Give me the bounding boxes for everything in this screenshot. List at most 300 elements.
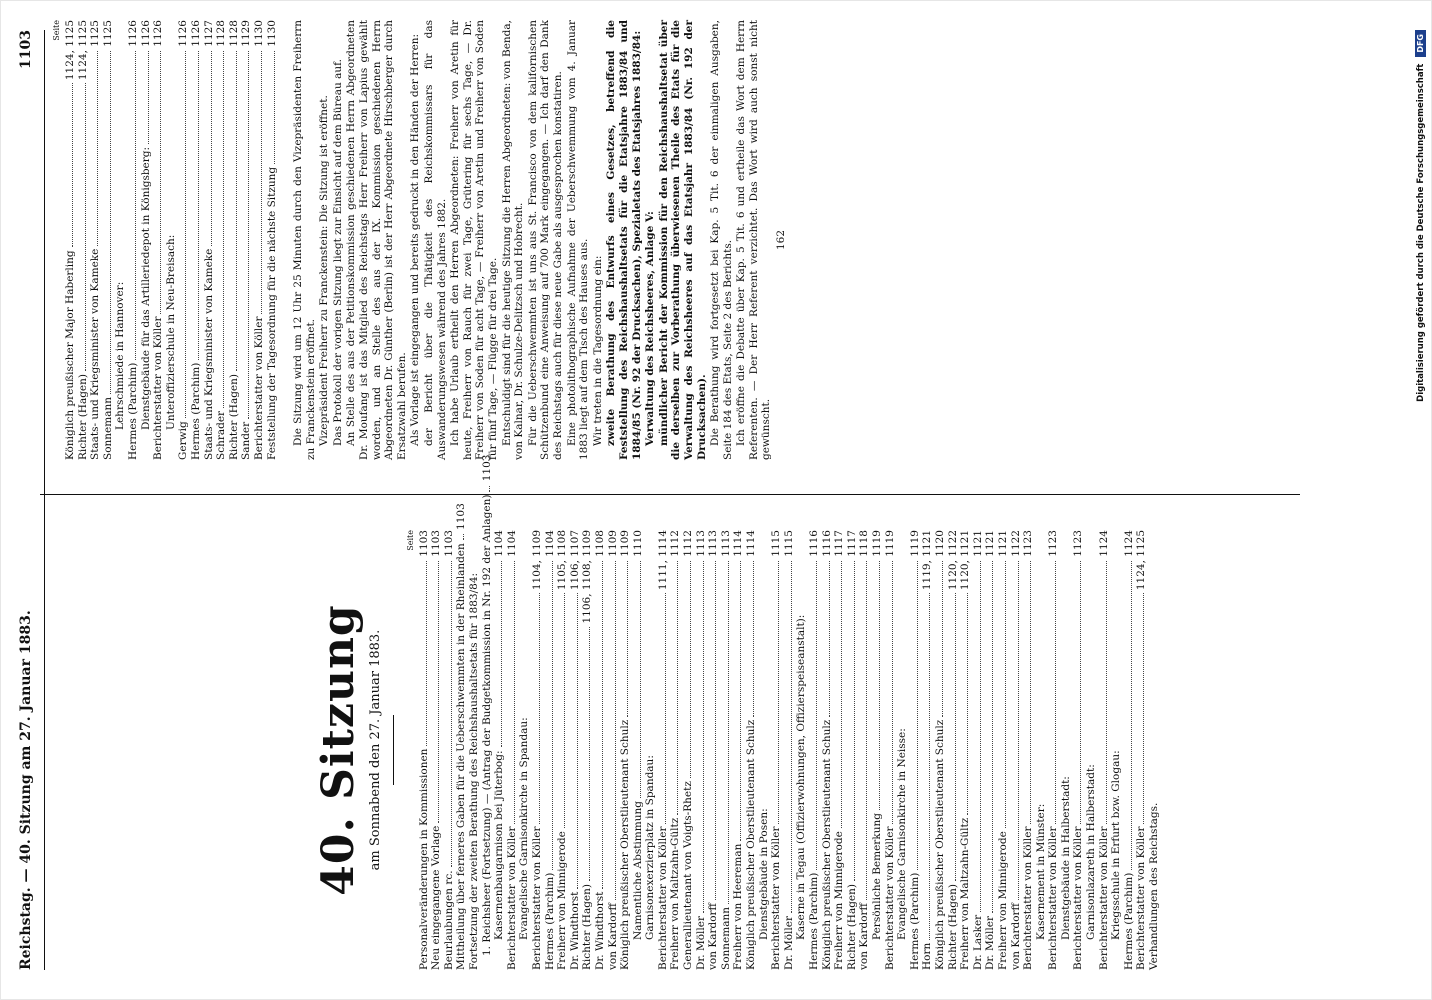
table-of-contents-left [417, 454, 1161, 970]
toc-leader-dots [539, 593, 540, 823]
credit-text: Digitalisierung gefördert durch die Deutsche Forschungsgemeinschaft [1416, 63, 1426, 402]
minutes-paragraph: Eine photolithographische Aufnahme der Ueberschwemmung vom 4. Januar 1883 liegt auf dem Tisch des Hauses aus. [565, 20, 591, 460]
toc-entry-text: Unteroffizierschule in Neu-Breisach: [164, 234, 177, 430]
toc-page-ref: 1119, 1121 [921, 530, 934, 591]
toc-entry-text: von Kardorff [707, 903, 720, 970]
toc-entry [984, 530, 997, 970]
toc-page-ref: 1124 [1097, 530, 1110, 557]
toc-entry [695, 530, 708, 970]
toc-entry [127, 20, 140, 460]
toc-entry [884, 530, 897, 970]
toc-entry-text: Berichterstatter von Köller [883, 826, 896, 970]
toc-entry-text: Dr. Möller [984, 916, 997, 970]
toc-entry [544, 530, 557, 970]
column-divider [40, 494, 1300, 495]
toc-leader-dots [564, 593, 565, 828]
toc-entry-text: Neu eingegangene Vorlage [430, 825, 443, 970]
toc-page-ref: 1103 [442, 530, 455, 557]
toc-leader-dots [816, 561, 817, 870]
toc-entry-text: Dienstgebäude für das Artilleriedepot in Königsberg: [139, 146, 152, 430]
toc-page-ref: 1119 [883, 530, 896, 557]
toc-leader-dots [577, 593, 578, 889]
toc-entry [1110, 530, 1123, 970]
toc-entry-text: Königlich preußischer Oberstlieutenant Schulz [619, 719, 632, 970]
toc-page-ref: 1127 [202, 20, 215, 47]
toc-leader-dots [463, 534, 464, 540]
minutes-text [292, 20, 773, 460]
toc-leader-dots [690, 561, 691, 778]
minutes-paragraph: Ich eröffne die Debatte über Kap. 5 Tit. 6 und ertheile das Wort dem Herrn Referenten. — Der Herr Referent verzichtet. Das Wort wird auch sonst nicht gewünscht. [735, 20, 773, 460]
toc-leader-dots [426, 561, 427, 746]
toc-leader-dots [791, 561, 792, 913]
toc-entry [732, 530, 745, 970]
toc-entry [1022, 530, 1035, 970]
toc-entry [921, 530, 934, 970]
toc-leader-dots [97, 51, 98, 246]
minutes-paragraph: Vizepräsident Freiherr zu Franckenstein: Die Sitzung ist eröffnet. [318, 95, 331, 446]
toc-entry-text: Dr. Windthorst [568, 891, 581, 970]
toc-leader-dots [1018, 561, 1019, 900]
toc-entry [1148, 530, 1161, 970]
toc-leader-dots [1143, 593, 1144, 823]
toc-leader-dots [198, 51, 199, 360]
toc-entry [1072, 530, 1085, 970]
toc-entry [707, 530, 720, 970]
toc-entry [632, 530, 645, 970]
toc-entry-text: Berichterstatter von Köller [530, 826, 543, 970]
toc-entry-text: Personalveränderungen in Kommissionen [417, 748, 430, 970]
toc-leader-dots [1080, 561, 1081, 824]
toc-leader-dots [223, 51, 224, 408]
toc-entry [518, 530, 531, 970]
toc-entry-text: Berichterstatter von Köller [505, 826, 518, 970]
toc-page-ref: 1128 [227, 20, 240, 47]
minutes-paragraph: mündlicher Bericht der Kommission für den Reichshaushaltsetat über die derselben zur Vorberathung überwiesenen Theile des Etats für die Verwaltung des Reichsheeres auf das Etatsjahr 1883/84 (Nr. 192 der Drucksachen). [657, 20, 708, 460]
toc-leader-dots [148, 51, 149, 144]
toc-entry [1035, 530, 1048, 970]
toc-entry-text: Fortsetzung der zweiten Berathung des Reichshaushaltsetats für 1883/84: [467, 572, 480, 970]
toc-leader-dots [1131, 561, 1132, 870]
toc-entry [253, 20, 266, 460]
toc-entry [1047, 530, 1060, 970]
toc-entry [77, 20, 90, 460]
toc-entry [480, 454, 494, 970]
toc-entry [1098, 530, 1111, 970]
toc-entry [177, 20, 190, 460]
toc-entry [657, 530, 670, 970]
toc-entry-text: Dienstgebäude in Halberstadt: [1059, 776, 1072, 940]
toc-page-ref: 1103 [417, 530, 430, 557]
toc-entry [114, 20, 127, 460]
toc-entry [1010, 530, 1023, 970]
minutes-paragraph: zweite Berathung des Entwurfs eines Gesetzes, betreffend die Feststellung des Reichshaushaltsetats für die Etatsjahre 1883/84 und 1884/85 (Nr. 92 der Drucksachen), Spezialetats des Etatsjahres 1883/84: [605, 20, 643, 460]
toc-page-ref: 1113 [694, 530, 707, 557]
toc-page-ref: 1119 [908, 530, 921, 557]
toc-page-ref: 1126 [177, 20, 190, 47]
toc-leader-dots [1055, 561, 1056, 824]
toc-entry-text: Berichterstatter von Köller [770, 826, 783, 970]
toc-leader-dots [211, 51, 212, 246]
toc-leader-dots [1030, 561, 1031, 824]
toc-page-ref: 1108 [593, 530, 606, 557]
toc-entry-text: Berichterstatter von Köller [1022, 826, 1035, 970]
toc-entry [972, 530, 985, 970]
toc-page-ref: 1130 [252, 20, 265, 47]
minutes-paragraph: Wir treten in die Tagesordnung ein: [591, 255, 604, 446]
toc-entry-text: Schrader [215, 410, 228, 460]
toc-entry-text: Evangelische Garnisonkirche in Neisse: [896, 728, 909, 940]
toc-leader-dots [929, 593, 930, 940]
toc-entry-text: Sander [240, 421, 253, 460]
toc-entry [1060, 530, 1073, 970]
toc-entry-text: Beurlaubungen rc. [442, 870, 455, 970]
toc-page-ref: 1119 [870, 530, 883, 557]
toc-entry [430, 530, 443, 970]
toc-entry-text: Kriegsschule in Erfurt bzw. Glogau: [1110, 750, 1123, 940]
toc-entry-text: Lehrschmiede in Hannover: [114, 281, 127, 430]
toc-leader-dots [552, 561, 553, 870]
toc-entry-text: Freiherr von Maltzahn-Gültz [959, 817, 972, 970]
toc-leader-dots [185, 51, 186, 418]
toc-page-ref: 1109 [619, 530, 632, 557]
toc-page-ref: 1123 [1022, 530, 1035, 557]
toc-page-ref: 1111, 1114 [656, 530, 669, 591]
seite-label-right: Seite [52, 20, 61, 41]
toc-entry-text: Richter (Hagen) [581, 883, 594, 970]
toc-entry [607, 530, 620, 970]
toc-entry [266, 20, 279, 460]
seite-label: Seite [405, 530, 415, 551]
toc-entry [556, 530, 569, 970]
toc-entry [758, 530, 771, 970]
toc-entry-text: Richter (Hagen) [76, 373, 89, 460]
right-column [52, 20, 1322, 460]
toc-entry [858, 530, 871, 970]
toc-leader-dots [514, 561, 515, 824]
toc-leader-dots [615, 561, 616, 900]
toc-entry [531, 530, 544, 970]
toc-page-ref: 1104 [493, 530, 506, 557]
toc-entry-text: Königlich preußischer Oberstlieutenant Schulz [745, 719, 758, 970]
toc-entry [506, 530, 519, 970]
header-page-number: 1103 [18, 30, 34, 69]
toc-page-ref: 1104 [543, 530, 556, 557]
toc-entry [418, 530, 431, 970]
toc-leader-dots [866, 561, 867, 900]
toc-page-ref: 1123 [1047, 530, 1060, 557]
toc-entry [947, 530, 960, 970]
toc-page-ref: 1114 [732, 530, 745, 557]
toc-leader-dots [753, 561, 754, 717]
toc-entry-text: Garnisonlazareth in Halberstadt: [1085, 764, 1098, 940]
toc-entry-text: Gerwig [177, 421, 190, 460]
toc-leader-dots [589, 627, 590, 881]
toc-page-ref: 1125 [89, 20, 102, 47]
toc-entry-text: Dr. Lasker [971, 914, 984, 970]
toc-entry-text: Dr. Möller [694, 916, 707, 970]
toc-page-ref: 1118 [858, 530, 871, 557]
toc-entry [745, 530, 758, 970]
toc-page-ref: 1129 [240, 20, 253, 47]
toc-page-ref: 1117 [833, 530, 846, 557]
toc-entry-text: Königlich preußischer Major Haberling [64, 250, 76, 460]
minutes-paragraph: Die Berathung wird fortgesetzt bei Kap. 5 Tit. 6 der einmaligen Ausgaben, Seite 184 des Etats, Seite 2 des Berichts. [709, 20, 734, 460]
toc-leader-dots [665, 593, 666, 823]
toc-entry [569, 530, 582, 970]
toc-page-ref: 1117 [845, 530, 858, 557]
toc-page-ref: 1104, 1109 [530, 530, 543, 591]
toc-entry-text: Hermes (Parchim) [808, 872, 820, 970]
toc-leader-dots [677, 561, 678, 815]
minutes-paragraph: Verwaltung des Reichsheeres, Anlage V: [644, 211, 657, 446]
minutes-paragraph: Als Vorlage ist eingegangen und bereits gedruckt in den Händen der Herren: [409, 33, 422, 446]
toc-entry-text: Verhandlungen des Reichstags. [1148, 802, 1161, 970]
toc-entry-text: Staats- und Kriegsminister von Kameke [89, 248, 102, 460]
toc-leader-dots [248, 51, 249, 419]
toc-entry [89, 20, 102, 460]
toc-page-ref: 1120 [933, 530, 946, 557]
toc-entry-text: Hermes (Parchim) [543, 872, 556, 970]
toc-leader-dots [955, 593, 956, 881]
toc-entry-text: Kaserne in Tegau (Offizierwohnungen, Offizierspeiseanstalt): [795, 614, 808, 940]
toc-leader-dots [640, 561, 641, 798]
dfg-logo: DFG [1415, 30, 1426, 57]
toc-entry-text: Berichterstatter von Köller [1047, 826, 1060, 970]
toc-leader-dots [967, 593, 968, 815]
toc-leader-dots [841, 561, 842, 828]
toc-entry-text: Namentliche Abstimmung [631, 801, 644, 940]
toc-entry-text: Mittheilung über ferneres Gaben für die Ueberschwemmten in der Rheinlanden [455, 543, 468, 970]
toc-entry-text: Evangelische Garnisonkirche in Spandau: [518, 717, 531, 940]
toc-leader-dots [892, 561, 893, 824]
toc-entry-text: Persönliche Bemerkung [870, 813, 883, 940]
toc-entry [871, 530, 884, 970]
toc-entry-text: Freiherr von Heereman [732, 843, 745, 970]
toc-entry [783, 530, 796, 970]
toc-entry [934, 530, 947, 970]
toc-entry [443, 530, 456, 970]
toc-page-ref: 1123 [1072, 530, 1085, 557]
toc-entry [468, 530, 481, 970]
toc-entry [720, 530, 733, 970]
toc-leader-dots [85, 83, 86, 371]
toc-entry-text: Königlich preußischer Oberstlieutenant Schulz [820, 719, 833, 970]
minutes-paragraph: der Bericht über die Thätigkeit des Reichskommissars für das Auswanderungswesen während des Jahres 1882. [423, 20, 448, 460]
toc-leader-dots [829, 561, 830, 717]
toc-entry-text: Kasernement in Münster: [1034, 803, 1047, 940]
toc-page-ref: 1116 [808, 530, 820, 557]
toc-entry-text: Generallieutenant von Voigts-Rhetz [682, 781, 695, 970]
toc-entry-text: Richter (Hagen) [845, 883, 858, 970]
toc-page-ref: 1116 [820, 530, 833, 557]
toc-entry-text: Dr. Windthorst [593, 891, 606, 970]
toc-page-ref: 1130 [265, 20, 278, 47]
toc-entry [215, 20, 228, 460]
toc-entry [619, 530, 632, 970]
toc-leader-dots [728, 561, 729, 904]
toc-entry [909, 530, 922, 970]
toc-page-ref: 1110 [631, 530, 644, 557]
toc-page-ref: 1106, 1108, 1109 [581, 530, 594, 624]
toc-entry-text: Berichterstatter von Köller [152, 316, 165, 460]
toc-page-ref: 1103 [480, 454, 493, 482]
toc-entry [581, 530, 594, 970]
toc-leader-dots [261, 51, 262, 314]
toc-page-ref: 1121 [971, 530, 984, 557]
toc-page-ref: 1122 [1009, 530, 1022, 557]
toc-leader-dots [715, 561, 716, 900]
toc-entry [682, 530, 695, 970]
toc-entry [1135, 530, 1148, 970]
minutes-paragraph: Die Sitzung wird um 12 Uhr 25 Minuten durch den Vizepräsidenten Freiherrn zu Franckenstein eröffnet. [292, 20, 317, 460]
toc-leader-dots [451, 561, 452, 867]
toc-page-ref: 1112 [682, 530, 695, 557]
toc-entry [594, 530, 607, 970]
toc-leader-dots [980, 561, 981, 912]
toc-entry [770, 530, 783, 970]
toc-entry-text: Dienstgebäude in Posen: [757, 808, 770, 940]
toc-entry-text: Staats- und Kriegsminister von Kameke [202, 248, 215, 460]
toc-leader-dots [110, 51, 111, 394]
title-separator [393, 715, 394, 785]
toc-entry-text: 1. Reichsheer (Fortsetzung) — (Antrag der Budgetkommission in Nr. 192 der Anlagen) [480, 494, 493, 956]
toc-entry-text: Hermes (Parchim) [1122, 872, 1135, 970]
minutes-paragraph: Für die Ueberschwemmten ist uns aus St. Francisco von dem kalifornischen Schützenbund eine Anweisung auf 700 Mark eingegangen. — Ich darf den Dank des Reichstags auch für diese neue Gabe als ausgesprochen konstatiren. [526, 20, 564, 460]
toc-entry-text: von Kardorff [1009, 903, 1022, 970]
session-title: 40. Sitzung [313, 604, 364, 896]
minutes-paragraph: Das Protokoll der vorigen Sitzung liegt zur Einsicht auf dem Büreau auf. [331, 59, 344, 446]
toc-entry [808, 530, 821, 970]
toc-leader-dots [917, 561, 918, 870]
toc-entry [240, 20, 253, 460]
toc-page-ref: 1124, 1125 [1135, 530, 1148, 591]
toc-entry [896, 530, 909, 970]
toc-leader-dots [135, 51, 136, 360]
toc-entry [165, 20, 178, 460]
toc-entry-text: Dr. Möller [782, 916, 795, 970]
toc-leader-dots [778, 561, 779, 824]
toc-entry [64, 20, 77, 460]
toc-page-ref: 1126 [126, 20, 139, 47]
toc-leader-dots [160, 51, 161, 314]
toc-page-ref: 1125 [101, 20, 114, 47]
toc-entry [644, 530, 657, 970]
toc-page-ref: 1120, 1122 [946, 530, 959, 591]
toc-entry-text: Freiherr von Minnigerode [833, 831, 846, 970]
toc-page-ref: 1109 [606, 530, 619, 557]
toc-leader-dots [627, 561, 628, 717]
toc-page-ref: 1103 [430, 530, 443, 557]
toc-page-ref: 1115 [770, 530, 783, 557]
toc-page-ref: 1124, 1125 [64, 20, 76, 81]
toc-entry [152, 20, 165, 460]
toc-page-ref: 1120, 1121 [959, 530, 972, 591]
header-left: Reichstag. — 40. Sitzung am 27. Januar 1883. [18, 610, 34, 970]
toc-entry [959, 530, 972, 970]
toc-page-ref: 1115 [782, 530, 795, 557]
toc-entry-text: Berichterstatter von Köller [656, 826, 669, 970]
toc-entry-text: Freiherr von Minnigerode [996, 831, 1009, 970]
header-rule [44, 30, 45, 970]
toc-page-ref: 1103 [455, 503, 468, 530]
toc-entry [997, 530, 1010, 970]
toc-page-ref: 1121 [984, 530, 997, 557]
toc-entry [1123, 530, 1136, 970]
toc-page-ref: 1124 [1122, 530, 1135, 557]
toc-entry-text: Feststellung der Tagesordnung für die nächste Sitzung [265, 166, 278, 460]
toc-page-ref: 1124, 1125 [76, 20, 89, 81]
toc-page-ref: 1113 [707, 530, 720, 557]
toc-entry [795, 530, 808, 970]
toc-entry-text: Sonnemann [719, 907, 732, 970]
toc-entry-text: Berichterstatter von Köller [1097, 826, 1110, 970]
toc-entry-text: Königlich preußischer Oberstlieutenant Schulz [933, 719, 946, 970]
toc-leader-dots [740, 561, 741, 841]
minutes-paragraph: Ich habe Urlaub ertheilt den Herren Abgeordneten: Freiherr von Aretin für heute, Freiherr von Rauch für zwei Tage, Grütering für sechs Tage, — Dr. Freiherr von Soden für acht Tage, — Freiherr von Aretin und Freiherr von Soden für fünf Tage, — Flügge für drei Tage. [449, 20, 499, 460]
toc-leader-dots [1106, 561, 1107, 824]
toc-leader-dots [602, 561, 603, 889]
toc-page-ref: 1121 [996, 530, 1009, 557]
toc-entry [190, 20, 203, 460]
toc-page-ref: 1104 [505, 530, 518, 557]
toc-leader-dots [489, 486, 490, 492]
toc-entry-text: Horn [921, 942, 934, 970]
toc-page-ref: 1126 [152, 20, 165, 47]
toc-entry-text: Freiherr von Minnigerode [556, 831, 569, 970]
toc-entry [102, 20, 115, 460]
toc-entry [203, 20, 216, 460]
toc-entry-text: Richter (Hagen) [946, 883, 959, 970]
minutes-paragraph: Entschuldigt sind für die heutige Sitzung die Herren Abgeordneten: von Benda, von Kalnar, Dr. Schulze-Delitzsch und Hobrecht. [500, 20, 526, 460]
toc-entry-text: Richter (Hagen) [227, 373, 240, 460]
toc-entry [493, 530, 506, 970]
toc-leader-dots [879, 561, 880, 810]
toc-leader-dots [72, 83, 73, 247]
toc-entry [669, 530, 682, 970]
toc-entry-text: von Kardorff [606, 903, 619, 970]
toc-entry-text: Freiherr von Maltzahn-Gültz [669, 817, 682, 970]
toc-leader-dots [501, 561, 502, 748]
toc-entry [821, 530, 834, 970]
left-column [52, 454, 1312, 970]
toc-entry-text: Berichterstatter von Köller [1135, 826, 1148, 970]
toc-page-ref: 1106, 1107 [568, 530, 581, 591]
toc-entry-text: Hermes (Parchim) [126, 362, 139, 460]
signature-number: 162 [775, 229, 788, 251]
toc-leader-dots [703, 561, 704, 913]
toc-page-ref: 1126 [139, 20, 152, 47]
toc-page-ref: 1105, 1108 [556, 530, 569, 591]
toc-page-ref: 1112 [669, 530, 682, 557]
toc-entry-text: Berichterstatter von Köller [252, 316, 265, 460]
session-date: am Sonnabend den 27. Januar 1883. [368, 629, 383, 871]
toc-entry-text: Hermes (Parchim) [908, 872, 921, 970]
toc-entry [846, 530, 859, 970]
toc-entry-text: Kasernenbaugarnison bei Jüterbog: [493, 750, 506, 940]
toc-entry-text: Garnisonexerzierplatz in Spandau: [644, 755, 657, 940]
toc-entry-text: Hermes (Parchim) [189, 362, 202, 460]
toc-entry-text: Berichterstatter von Köller [1072, 826, 1085, 970]
toc-page-ref: 1126 [189, 20, 202, 47]
toc-page-ref: 1114 [745, 530, 758, 557]
table-of-contents-right [64, 20, 278, 460]
minutes-paragraph: An Stelle des aus der Petitionskommission geschiedenen Herrn Abgeordneten Dr. Moufang ist das Mitglied des Reichstags Herr Freiherr von Lapius gewählt worden, und an Stelle des aus der IX. Kommission geschiedenen Herrn Abgeordneten Dr. Günther (Berlin) ist der Herr Abgeordnete Hirschberger durch Ersatzwahl berufen. [345, 20, 408, 460]
toc-page-ref: 1113 [719, 530, 732, 557]
toc-entry [833, 530, 846, 970]
toc-entry [140, 20, 153, 460]
toc-leader-dots [942, 561, 943, 717]
running-header [18, 30, 40, 970]
